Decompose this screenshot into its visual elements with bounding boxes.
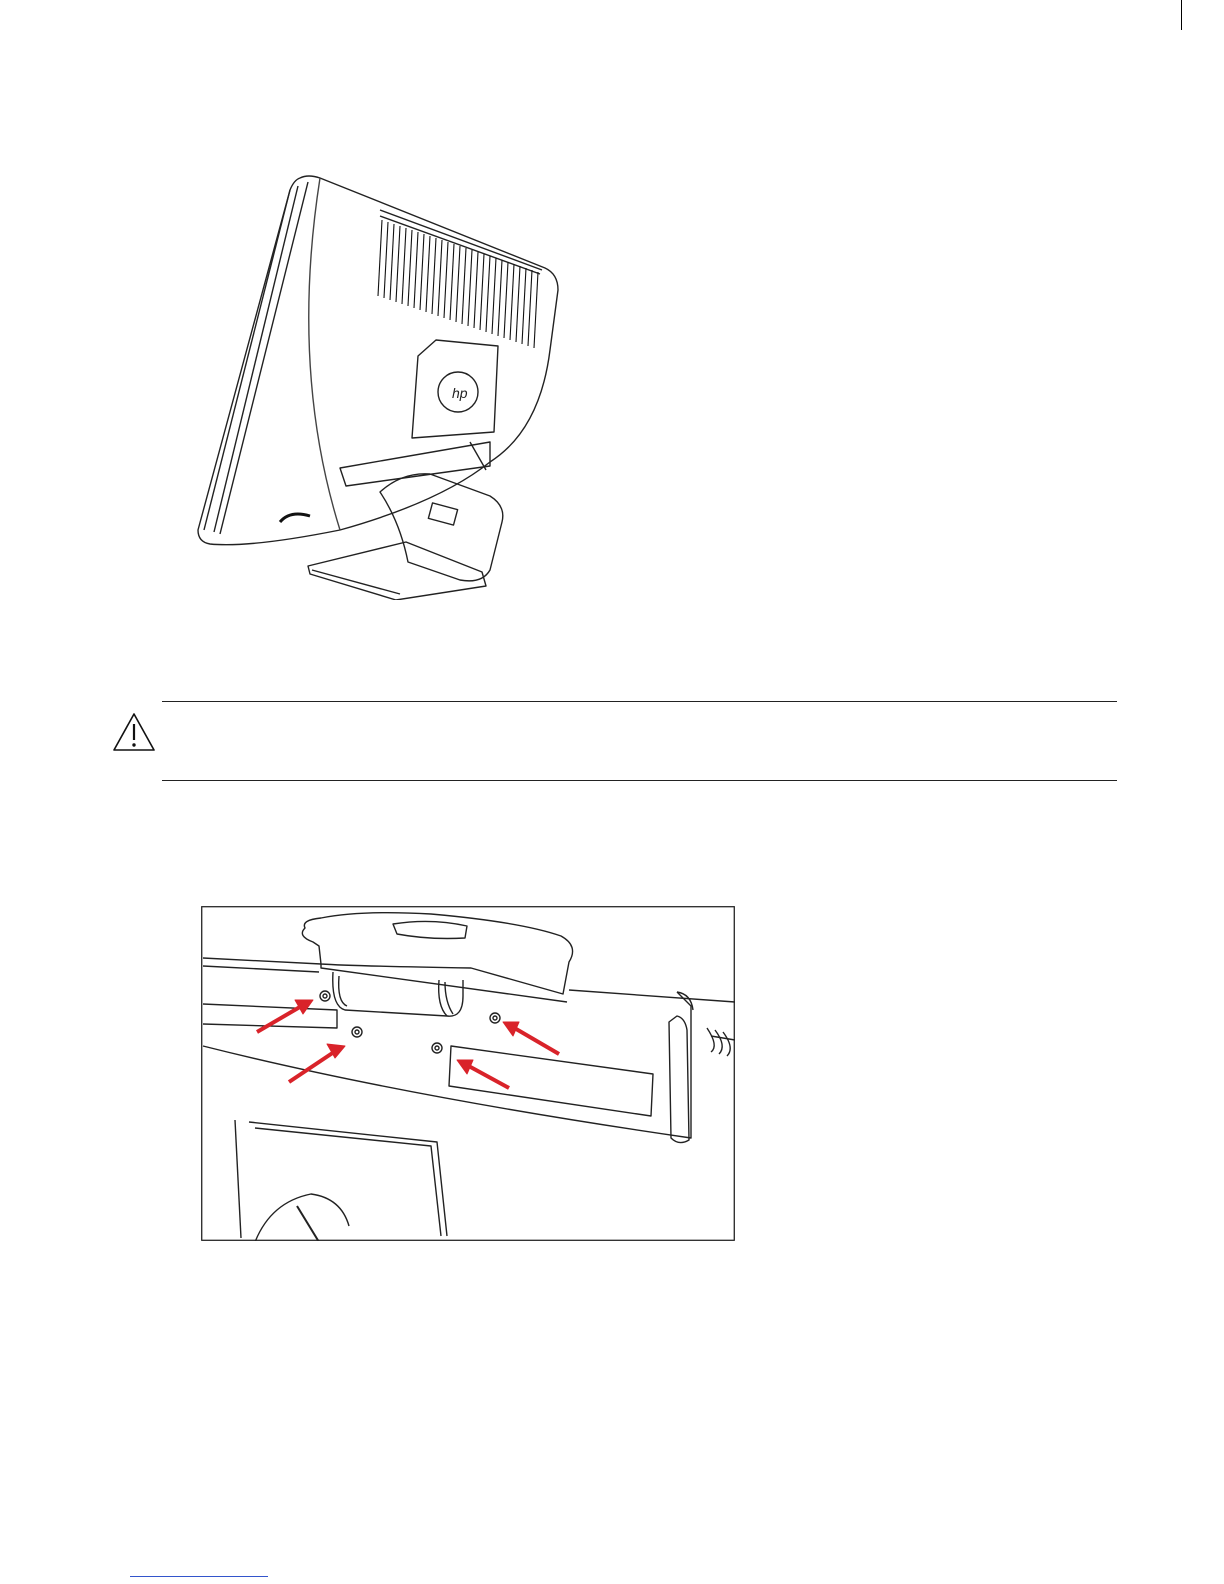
screw-4 bbox=[490, 1013, 500, 1023]
page-edge-line bbox=[1181, 0, 1182, 30]
screw-3 bbox=[432, 1043, 442, 1053]
arrow-2 bbox=[289, 1050, 337, 1082]
arrow-3 bbox=[511, 1026, 559, 1054]
arrow-1 bbox=[257, 1004, 305, 1032]
caution-top-rule bbox=[162, 701, 1117, 702]
svg-text:hp: hp bbox=[452, 385, 468, 401]
figure-frame bbox=[202, 907, 735, 1241]
screw-1 bbox=[320, 991, 330, 1001]
warning-triangle-icon bbox=[112, 712, 156, 752]
stand-screws-illustration bbox=[201, 906, 735, 1241]
caution-bottom-rule bbox=[162, 780, 1117, 781]
monitor-rear-illustration bbox=[190, 170, 570, 600]
footer-link-underline[interactable] bbox=[130, 1576, 268, 1577]
arrow-4 bbox=[465, 1064, 509, 1088]
screw-2 bbox=[352, 1027, 362, 1037]
